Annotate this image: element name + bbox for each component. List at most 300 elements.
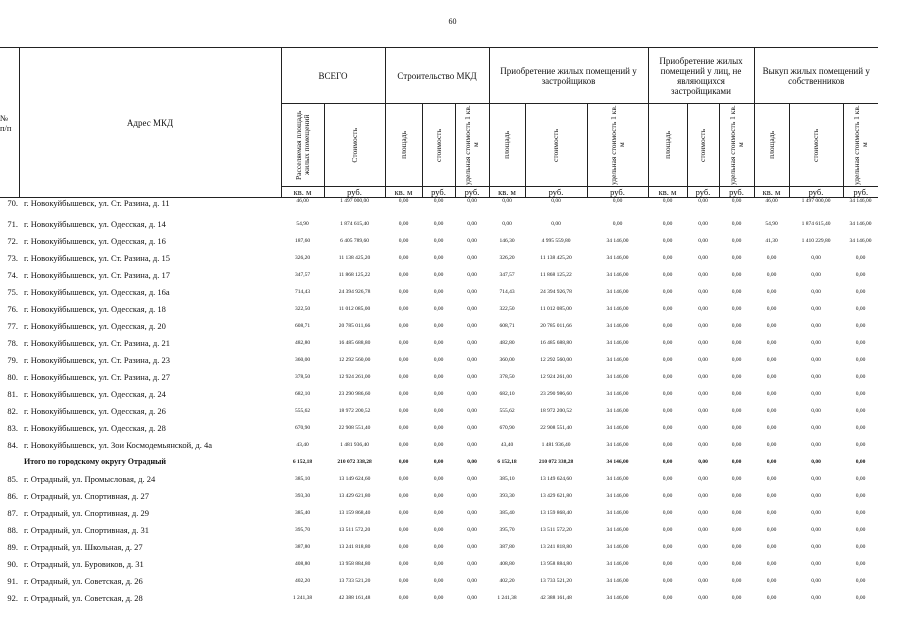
cell-value: 608,71 xyxy=(499,322,515,329)
cell-value: 0,00 xyxy=(766,424,777,431)
cell-value: 670,90 xyxy=(499,424,515,431)
cell-value: 0,00 xyxy=(467,594,477,601)
row-address: г. Отрадный, ул. Промысловая, д. 24 xyxy=(24,473,156,484)
row-address: г. Новокуйбышевск, ул. Ст. Разина, д. 23 xyxy=(24,354,170,365)
row-number: 85. xyxy=(7,473,18,484)
cell-value: 387,80 xyxy=(294,543,311,550)
header-developers-cost: стоимость xyxy=(525,104,587,187)
cell-value: 0,00 xyxy=(731,339,742,346)
cell-value: 0,00 xyxy=(662,237,673,244)
cell-value: 0,00 xyxy=(398,458,409,465)
cell-value: 0,00 xyxy=(766,271,777,278)
cell-value: 0,00 xyxy=(811,577,821,584)
cell-value: 0,00 xyxy=(855,492,866,499)
cell-value: 11 012 085,00 xyxy=(540,305,572,312)
cell-value: 0,00 xyxy=(811,288,821,295)
cell-value: 0,00 xyxy=(398,441,409,448)
cell-value: 22 908 551,40 xyxy=(540,424,572,431)
cell-value: 682,10 xyxy=(294,390,311,397)
cell-value: 0,00 xyxy=(731,254,742,261)
cell-value: 0,00 xyxy=(766,594,777,601)
cell-value: 0,00 xyxy=(766,441,777,448)
row-address: г. Новокуйбышевск, ул. Ст. Разина, д. 21 xyxy=(24,337,170,348)
cell-value: 0,00 xyxy=(698,475,708,482)
cell-value: 23 290 986,60 xyxy=(540,390,572,397)
cell-value: 0,00 xyxy=(398,560,409,567)
cell-value: 0,00 xyxy=(467,424,477,431)
cell-value: 360,00 xyxy=(294,356,311,363)
cell-value: 11 138 425,20 xyxy=(338,254,371,261)
unit-rub: руб. xyxy=(324,187,385,198)
cell-value: 0,00 xyxy=(766,356,777,363)
cell-value: 0,00 xyxy=(855,594,866,601)
row-number: 75. xyxy=(7,286,18,297)
row-number: 74. xyxy=(7,269,18,280)
cell-value: 0,00 xyxy=(731,492,742,499)
cell-value: 0,00 xyxy=(662,271,673,278)
row-number: 86. xyxy=(7,490,18,501)
cell-value: 0,00 xyxy=(766,543,777,550)
table-total-row xyxy=(0,453,878,470)
header-non-developers-cost: стоимость xyxy=(687,104,719,187)
cell-value: 670,90 xyxy=(294,424,311,431)
cell-value: 20 785 011,66 xyxy=(338,322,371,329)
cell-value: 0,00 xyxy=(662,441,673,448)
cell-value: 34 146,00 xyxy=(606,254,629,261)
cell-value: 0,00 xyxy=(766,305,777,312)
row-address: г. Отрадный, ул. Спортивная, д. 29 xyxy=(24,507,149,518)
cell-value: 13 241 818,80 xyxy=(338,543,371,550)
cell-value: 0,00 xyxy=(433,560,444,567)
cell-value: 13 511 572,20 xyxy=(338,526,371,533)
cell-value: 13 241 818,80 xyxy=(540,543,572,550)
cell-value: 0,00 xyxy=(433,594,444,601)
cell-value: 0,00 xyxy=(467,526,477,533)
cell-value: 1 874 615,40 xyxy=(801,220,831,227)
cell-value: 0,00 xyxy=(766,526,777,533)
cell-value: 0,00 xyxy=(698,458,708,465)
cell-value: 0,00 xyxy=(698,390,708,397)
cell-value: 0,00 xyxy=(398,577,409,584)
cell-value: 34 146,00 xyxy=(606,492,629,499)
table-row xyxy=(0,538,878,555)
cell-value: 0,00 xyxy=(433,475,444,482)
cell-value: 22 908 551,40 xyxy=(338,424,371,431)
header-no: № п/п xyxy=(0,48,19,198)
cell-value: 0,00 xyxy=(398,543,409,550)
row-address: г. Новокуйбышевск, ул. Одесская, д. 14 xyxy=(24,218,166,229)
cell-value: 0,00 xyxy=(731,288,742,295)
cell-value: 0,00 xyxy=(766,322,777,329)
table-row xyxy=(0,419,878,436)
row-address: г. Новокуйбышевск, ул. Одесская, д. 26 xyxy=(24,405,166,416)
cell-value: 0,00 xyxy=(855,322,866,329)
header-buyout: Выкуп жилых помещений у собственников xyxy=(754,48,878,104)
cell-value: 1 497 000,00 xyxy=(801,198,831,204)
cell-value: 210 072 338,28 xyxy=(337,458,372,465)
cell-value: 0,00 xyxy=(662,458,673,465)
cell-value: 0,00 xyxy=(731,560,742,567)
cell-value: 0,00 xyxy=(855,424,866,431)
table-row xyxy=(0,249,878,266)
header-buyout-unit-cost: удельная стоимость 1 кв. м xyxy=(843,104,878,187)
cell-value: 34 146,00 xyxy=(606,441,629,448)
unit-rub: руб. xyxy=(719,187,754,198)
cell-value: 46,00 xyxy=(296,198,309,204)
header-non-developers-area: площадь xyxy=(648,104,687,187)
cell-value: 0,00 xyxy=(551,220,561,227)
cell-value: 408,80 xyxy=(499,560,515,567)
unit-sqm: кв. м xyxy=(754,187,789,198)
cell-value: 555,62 xyxy=(294,407,311,414)
cell-value: 360,00 xyxy=(499,356,515,363)
cell-value: 0,00 xyxy=(766,509,777,516)
cell-value: 0,00 xyxy=(662,322,673,329)
cell-value: 34 146,00 xyxy=(606,237,629,244)
cell-value: 714,43 xyxy=(499,288,515,295)
cell-value: 0,00 xyxy=(433,237,444,244)
header-non-developers-unit-cost: удельная стоимость 1 кв. м xyxy=(719,104,754,187)
unit-sqm: кв. м xyxy=(385,187,422,198)
cell-value: 0,00 xyxy=(467,577,477,584)
header-buyout-area: площадь xyxy=(754,104,789,187)
cell-value: 0,00 xyxy=(467,543,477,550)
row-address: г. Новокуйбышевск, ул. Ст. Разина, д. 17 xyxy=(24,269,170,280)
cell-value: 13 511 572,20 xyxy=(540,526,572,533)
cell-value: 0,00 xyxy=(766,339,777,346)
table-row xyxy=(0,521,878,538)
cell-value: 0,00 xyxy=(467,458,477,465)
header-cost: Стоимость xyxy=(324,104,385,187)
cell-value: 0,00 xyxy=(698,526,708,533)
cell-value: 0,00 xyxy=(467,220,477,227)
cell-value: 482,80 xyxy=(499,339,515,346)
row-number: 70. xyxy=(7,198,18,208)
cell-value: 1 874 615,40 xyxy=(340,220,369,227)
cell-value: 0,00 xyxy=(855,441,866,448)
cell-value: 13 159 868,40 xyxy=(540,509,572,516)
cell-value: 41,30 xyxy=(765,237,778,244)
cell-value: 0,00 xyxy=(855,356,866,363)
cell-value: 0,00 xyxy=(662,560,673,567)
cell-value: 0,00 xyxy=(731,509,742,516)
cell-value: 0,00 xyxy=(467,305,477,312)
table-header xyxy=(0,48,878,198)
cell-value: 0,00 xyxy=(433,509,444,516)
cell-value: 0,00 xyxy=(467,288,477,295)
header-address: Адрес МКД xyxy=(19,48,281,198)
cell-value: 43,40 xyxy=(500,441,514,448)
cell-value: 326,20 xyxy=(499,254,515,261)
cell-value: 12 292 560,00 xyxy=(338,356,371,363)
cell-value: 0,00 xyxy=(398,526,409,533)
cell-value: 0,00 xyxy=(398,339,409,346)
cell-value: 0,00 xyxy=(766,560,777,567)
cell-value: 682,10 xyxy=(499,390,515,397)
row-number: 89. xyxy=(7,541,18,552)
cell-value: 0,00 xyxy=(467,373,477,380)
cell-value: 0,00 xyxy=(731,475,742,482)
header-construction: Строительство МКД xyxy=(385,48,489,104)
unit-rub: руб. xyxy=(843,187,878,198)
row-number: 77. xyxy=(7,320,18,331)
row-address: г. Новокуйбышевск, ул. Ст. Разина, д. 27 xyxy=(24,371,170,382)
cell-value: 0,00 xyxy=(502,220,512,227)
row-number: 73. xyxy=(7,252,18,263)
cell-value: 0,00 xyxy=(467,475,477,482)
row-address: г. Новокуйбышевск, ул. Ст. Разина, д. 11 xyxy=(24,198,170,208)
cell-value: 0,00 xyxy=(855,390,866,397)
cell-value: 714,43 xyxy=(294,288,311,295)
cell-value: 0,00 xyxy=(811,254,821,261)
cell-value: 0,00 xyxy=(662,424,673,431)
cell-value: 0,00 xyxy=(698,254,708,261)
cell-value: 0,00 xyxy=(855,509,866,516)
cell-value: 0,00 xyxy=(398,322,409,329)
cell-value: 402,20 xyxy=(294,577,311,584)
cell-value: 34 146,00 xyxy=(606,390,629,397)
cell-value: 34 146,00 xyxy=(606,424,629,431)
cell-value: 0,00 xyxy=(467,509,477,516)
table-row xyxy=(0,470,878,487)
table-row xyxy=(0,487,878,504)
cell-value: 0,00 xyxy=(811,390,821,397)
cell-value: 0,00 xyxy=(731,543,742,550)
cell-value: 12 292 560,00 xyxy=(540,356,572,363)
cell-value: 54,90 xyxy=(765,220,778,227)
cell-value: 0,00 xyxy=(433,288,444,295)
cell-value: 0,00 xyxy=(398,407,409,414)
table-row xyxy=(0,215,878,232)
cell-value: 23 290 986,60 xyxy=(338,390,371,397)
cell-value: 608,71 xyxy=(294,322,311,329)
row-number: 87. xyxy=(7,507,18,518)
cell-value: 0,00 xyxy=(398,390,409,397)
cell-value: 408,80 xyxy=(294,560,311,567)
cell-value: 482,80 xyxy=(294,339,311,346)
row-address: г. Отрадный, ул. Школьная, д. 27 xyxy=(24,541,143,552)
cell-value: 0,00 xyxy=(731,305,742,312)
cell-value: 0,00 xyxy=(662,373,673,380)
table-row xyxy=(0,555,878,572)
cell-value: 0,00 xyxy=(398,424,409,431)
cell-value: 0,00 xyxy=(731,458,742,465)
table-row xyxy=(0,504,878,521)
cell-value: 0,00 xyxy=(811,475,821,482)
cell-value: 0,00 xyxy=(811,356,821,363)
table-row xyxy=(0,334,878,351)
cell-value: 0,00 xyxy=(766,390,777,397)
cell-value: 0,00 xyxy=(662,356,673,363)
header-developers-area: площадь xyxy=(489,104,525,187)
cell-value: 16 485 688,80 xyxy=(338,339,371,346)
unit-rub: руб. xyxy=(525,187,587,198)
cell-value: 0,00 xyxy=(467,322,477,329)
cell-value: 18 972 200,52 xyxy=(338,407,371,414)
cell-value: 0,00 xyxy=(811,373,821,380)
cell-value: 347,57 xyxy=(294,271,311,278)
cell-value: 0,00 xyxy=(855,305,866,312)
cell-value: 0,00 xyxy=(731,424,742,431)
cell-value: 0,00 xyxy=(731,577,742,584)
cell-value: 0,00 xyxy=(698,322,708,329)
cell-value: 11 868 125,22 xyxy=(338,271,371,278)
cell-value: 34 146,00 xyxy=(849,237,872,244)
row-number: 81. xyxy=(7,388,18,399)
cell-value: 0,00 xyxy=(811,271,821,278)
cell-value: 0,00 xyxy=(433,220,444,227)
cell-value: 402,20 xyxy=(499,577,515,584)
cell-value: 0,00 xyxy=(398,305,409,312)
cell-value: 0,00 xyxy=(731,594,742,601)
row-address: г. Отрадный, ул. Спортивная, д. 27 xyxy=(24,490,149,501)
cell-value: 387,80 xyxy=(499,543,515,550)
cell-value: 0,00 xyxy=(662,526,673,533)
header-construction-area: площадь xyxy=(385,104,422,187)
cell-value: 4 995 559,80 xyxy=(541,237,571,244)
cell-value: 34 146,00 xyxy=(849,220,872,227)
cell-value: 46,00 xyxy=(765,198,778,204)
cell-value: 34 146,00 xyxy=(606,526,629,533)
cell-value: 0,00 xyxy=(811,441,821,448)
cell-value: 11 012 085,00 xyxy=(338,305,371,312)
cell-value: 0,00 xyxy=(766,373,777,380)
table-row xyxy=(0,572,878,589)
cell-value: 34 146,00 xyxy=(849,198,872,204)
row-number: 72. xyxy=(7,235,18,246)
cell-value: 555,62 xyxy=(499,407,515,414)
cell-value: 0,00 xyxy=(467,492,477,499)
cell-value: 13 733 521,20 xyxy=(338,577,371,584)
cell-value: 0,00 xyxy=(467,407,477,414)
cell-value: 0,00 xyxy=(811,543,821,550)
cell-value: 0,00 xyxy=(698,492,708,499)
row-number: 92. xyxy=(7,592,18,603)
cell-value: 0,00 xyxy=(766,458,777,465)
cell-value: 0,00 xyxy=(467,271,477,278)
cell-value: 0,00 xyxy=(766,254,777,261)
header-construction-cost: стоимость xyxy=(422,104,455,187)
cell-value: 0,00 xyxy=(698,373,708,380)
header-settled-area: Расселяемая площадь жилых помещений xyxy=(281,104,324,187)
row-address: г. Новокуйбышевск, ул. Одесская, д. 16а xyxy=(24,286,170,297)
row-address: г. Отрадный, ул. Советская, д. 26 xyxy=(24,575,143,586)
cell-value: 0,00 xyxy=(855,475,866,482)
cell-value: 0,00 xyxy=(855,288,866,295)
cell-value: 0,00 xyxy=(855,560,866,567)
cell-value: 11 868 125,22 xyxy=(540,271,572,278)
unit-rub: руб. xyxy=(587,187,648,198)
row-number: 88. xyxy=(7,524,18,535)
cell-value: 0,00 xyxy=(698,288,708,295)
row-address: г. Отрадный, ул. Буровиков, д. 31 xyxy=(24,558,144,569)
row-number: 79. xyxy=(7,354,18,365)
row-address: г. Новокуйбышевск, ул. Одесская, д. 20 xyxy=(24,320,166,331)
cell-value: 0,00 xyxy=(698,424,708,431)
cell-value: 0,00 xyxy=(855,407,866,414)
cell-value: 0,00 xyxy=(662,492,673,499)
cell-value: 20 785 011,66 xyxy=(540,322,572,329)
cell-value: 1 241,38 xyxy=(292,594,313,601)
row-number: 84. xyxy=(7,439,18,450)
cell-value: 378,50 xyxy=(499,373,515,380)
cell-value: 13 149 624,60 xyxy=(338,475,371,482)
row-address: г. Новокуйбышевск, ул. Одесская, д. 24 xyxy=(24,388,166,399)
cell-value: 24 394 926,78 xyxy=(338,288,371,295)
cell-value: 13 958 884,80 xyxy=(338,560,371,567)
cell-value: 0,00 xyxy=(662,475,673,482)
cell-value: 385,40 xyxy=(294,509,311,516)
cell-value: 0,00 xyxy=(811,509,821,516)
cell-value: 0,00 xyxy=(698,271,708,278)
cell-value: 34 146,00 xyxy=(606,577,629,584)
header-developers-unit-cost: удельная стоимость 1 кв. м xyxy=(587,104,648,187)
cell-value: 0,00 xyxy=(766,288,777,295)
row-number: 90. xyxy=(7,558,18,569)
cell-value: 0,00 xyxy=(467,198,477,204)
cell-value: 34 146,00 xyxy=(606,475,629,482)
cell-value: 0,00 xyxy=(662,254,673,261)
cell-value: 0,00 xyxy=(855,254,866,261)
header-total: ВСЕГО xyxy=(281,48,385,104)
cell-value: 0,00 xyxy=(855,458,866,465)
row-address: г. Новокуйбышевск, ул. Зои Космодемьянской, д. 4а xyxy=(24,439,212,450)
cell-value: 6 405 789,60 xyxy=(340,237,369,244)
table-row xyxy=(0,589,878,606)
cell-value: 0,00 xyxy=(662,577,673,584)
cell-value: 34 146,00 xyxy=(606,356,629,363)
cell-value: 16 485 688,80 xyxy=(540,339,572,346)
cell-value: 0,00 xyxy=(698,509,708,516)
cell-value: 0,00 xyxy=(398,271,409,278)
row-number xyxy=(0,453,19,470)
cell-value: 34 146,00 xyxy=(606,458,629,465)
cell-value: 0,00 xyxy=(731,356,742,363)
cell-value: 13 958 884,80 xyxy=(540,560,572,567)
cell-value: 1 497 000,00 xyxy=(340,198,369,204)
cell-value: 0,00 xyxy=(811,560,821,567)
cell-value: 42 388 161,48 xyxy=(338,594,371,601)
unit-rub: руб. xyxy=(455,187,489,198)
cell-value: 0,00 xyxy=(698,407,708,414)
cell-value: 0,00 xyxy=(398,198,409,204)
cell-value: 0,00 xyxy=(433,526,444,533)
table-row xyxy=(0,368,878,385)
cell-value: 0,00 xyxy=(731,237,742,244)
unit-sqm: кв. м xyxy=(281,187,324,198)
row-address: г. Отрадный, ул. Спортивная, д. 31 xyxy=(24,524,149,535)
table-row xyxy=(0,232,878,249)
cell-value: 0,00 xyxy=(551,198,561,204)
cell-value: 0,00 xyxy=(467,339,477,346)
cell-value: 0,00 xyxy=(662,594,673,601)
cell-value: 1 481 936,40 xyxy=(340,441,369,448)
cell-value: 0,00 xyxy=(398,373,409,380)
cell-value: 322,50 xyxy=(294,305,311,312)
cell-value: 34 146,00 xyxy=(606,594,629,601)
table-row xyxy=(0,300,878,317)
cell-value: 0,00 xyxy=(855,339,866,346)
cell-value: 0,00 xyxy=(398,356,409,363)
row-address: г. Новокуйбышевск, ул. Одесская, д. 18 xyxy=(24,303,166,314)
cell-value: 34 146,00 xyxy=(606,373,629,380)
cell-value: 0,00 xyxy=(662,390,673,397)
cell-value: 34 146,00 xyxy=(606,271,629,278)
resettlement-table xyxy=(0,47,878,606)
row-address: г. Новокуйбышевск, ул. Ст. Разина, д. 15 xyxy=(24,252,170,263)
cell-value: 0,00 xyxy=(398,220,409,227)
cell-value: 0,00 xyxy=(398,594,409,601)
